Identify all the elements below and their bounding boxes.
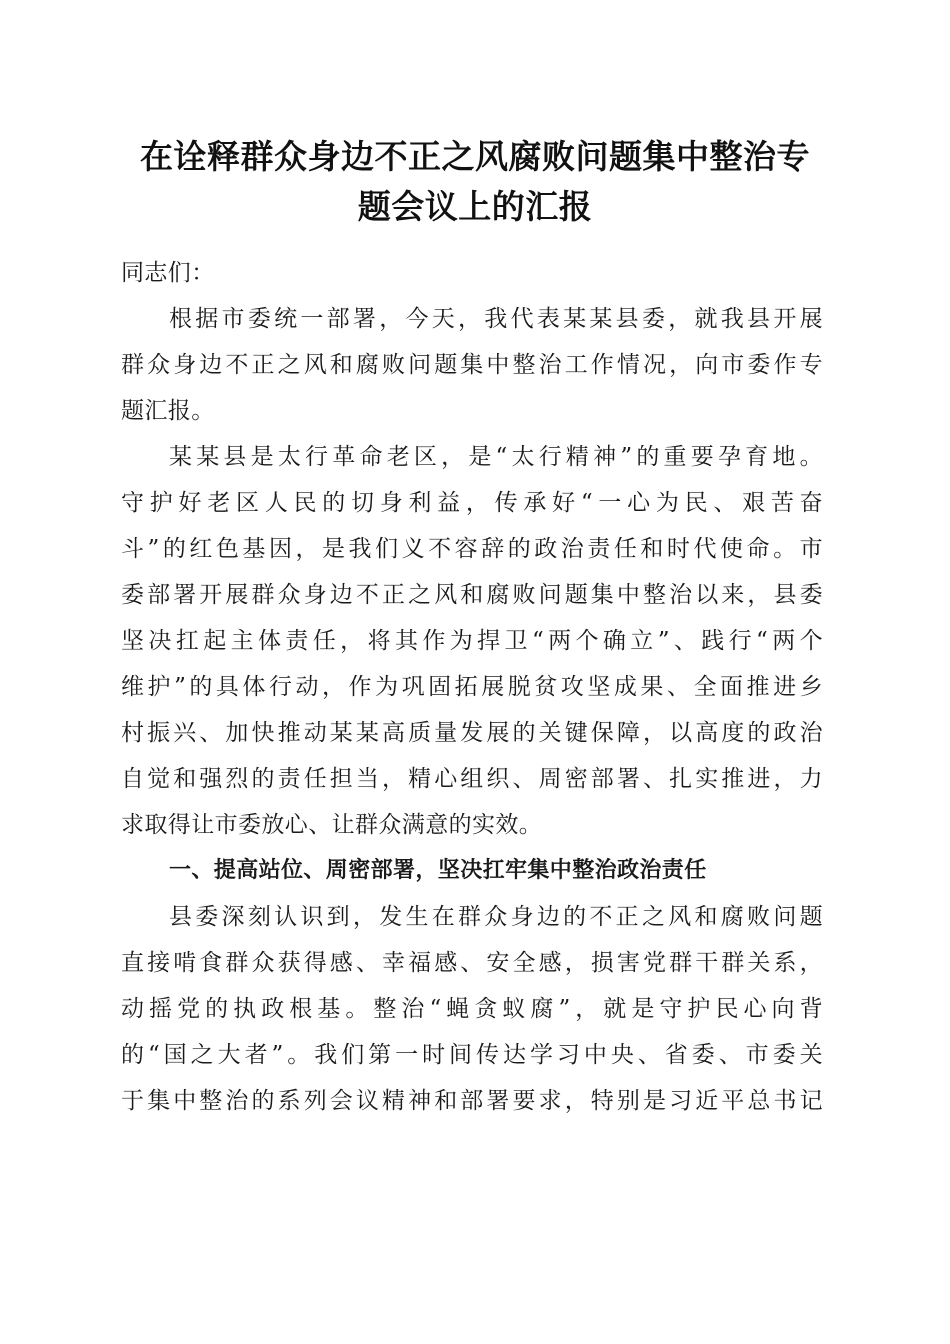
paragraph-2-line: 自觉和强烈的责任担当，精心组织、周密部署、扎实推进，力	[121, 766, 823, 792]
paragraph-3-line: 的“国之大者”。我们第一时间传达学习中央、省委、市委关	[121, 1042, 823, 1068]
paragraph-3-line: 直接啃食群众获得感、幸福感、安全感，损害党群干群关系，	[121, 950, 823, 976]
paragraph-2-line: 村振兴、加快推动某某高质量发展的关键保障，以高度的政治	[121, 720, 823, 746]
paragraph-2-line: 求取得让市委放心、让群众满意的实效。	[121, 812, 543, 838]
title-line-1: 在诠释群众身边不正之风腐败问题集中整治专	[140, 137, 810, 176]
paragraph-3-line: 动摇党的执政根基。整治“蝇贪蚁腐”，就是守护民心向背	[121, 996, 823, 1022]
document-body	[121, 250, 823, 1124]
paragraph-3-line: 于集中整治的系列会议精神和部署要求，特别是习近平总书记	[121, 1088, 823, 1114]
paragraph-2-line: 维护”的具体行动，作为巩固拓展脱贫攻坚成果、全面推进乡	[121, 674, 823, 700]
paragraph-1-line: 题汇报。	[121, 398, 215, 424]
paragraph-1-line: 群众身边不正之风和腐败问题集中整治工作情况，向市委作专	[121, 352, 823, 378]
paragraph-2-line: 斗”的红色基因，是我们义不容辞的政治责任和时代使命。市	[121, 536, 823, 562]
document-title	[110, 132, 840, 232]
section-heading: 一、提高站位、周密部署，坚决扛牢集中整治政治责任	[169, 858, 707, 883]
paragraph-2-line: 某某县是太行革命老区，是“太行精神”的重要孕育地。	[169, 444, 823, 470]
paragraph-3-line: 县委深刻认识到，发生在群众身边的不正之风和腐败问题	[169, 904, 823, 930]
title-line-2: 题会议上的汇报	[357, 187, 593, 226]
paragraph-1-line: 根据市委统一部署，今天，我代表某某县委，就我县开展	[169, 306, 823, 332]
paragraph-2-line: 委部署开展群众身边不正之风和腐败问题集中整治以来，县委	[121, 582, 823, 608]
paragraph-2-line: 守护好老区人民的切身利益，传承好“一心为民、艰苦奋	[121, 490, 823, 516]
paragraph-2-line: 坚决扛起主体责任，将其作为捍卫“两个确立”、践行“两个	[121, 628, 823, 654]
salutation: 同志们：	[121, 260, 215, 286]
